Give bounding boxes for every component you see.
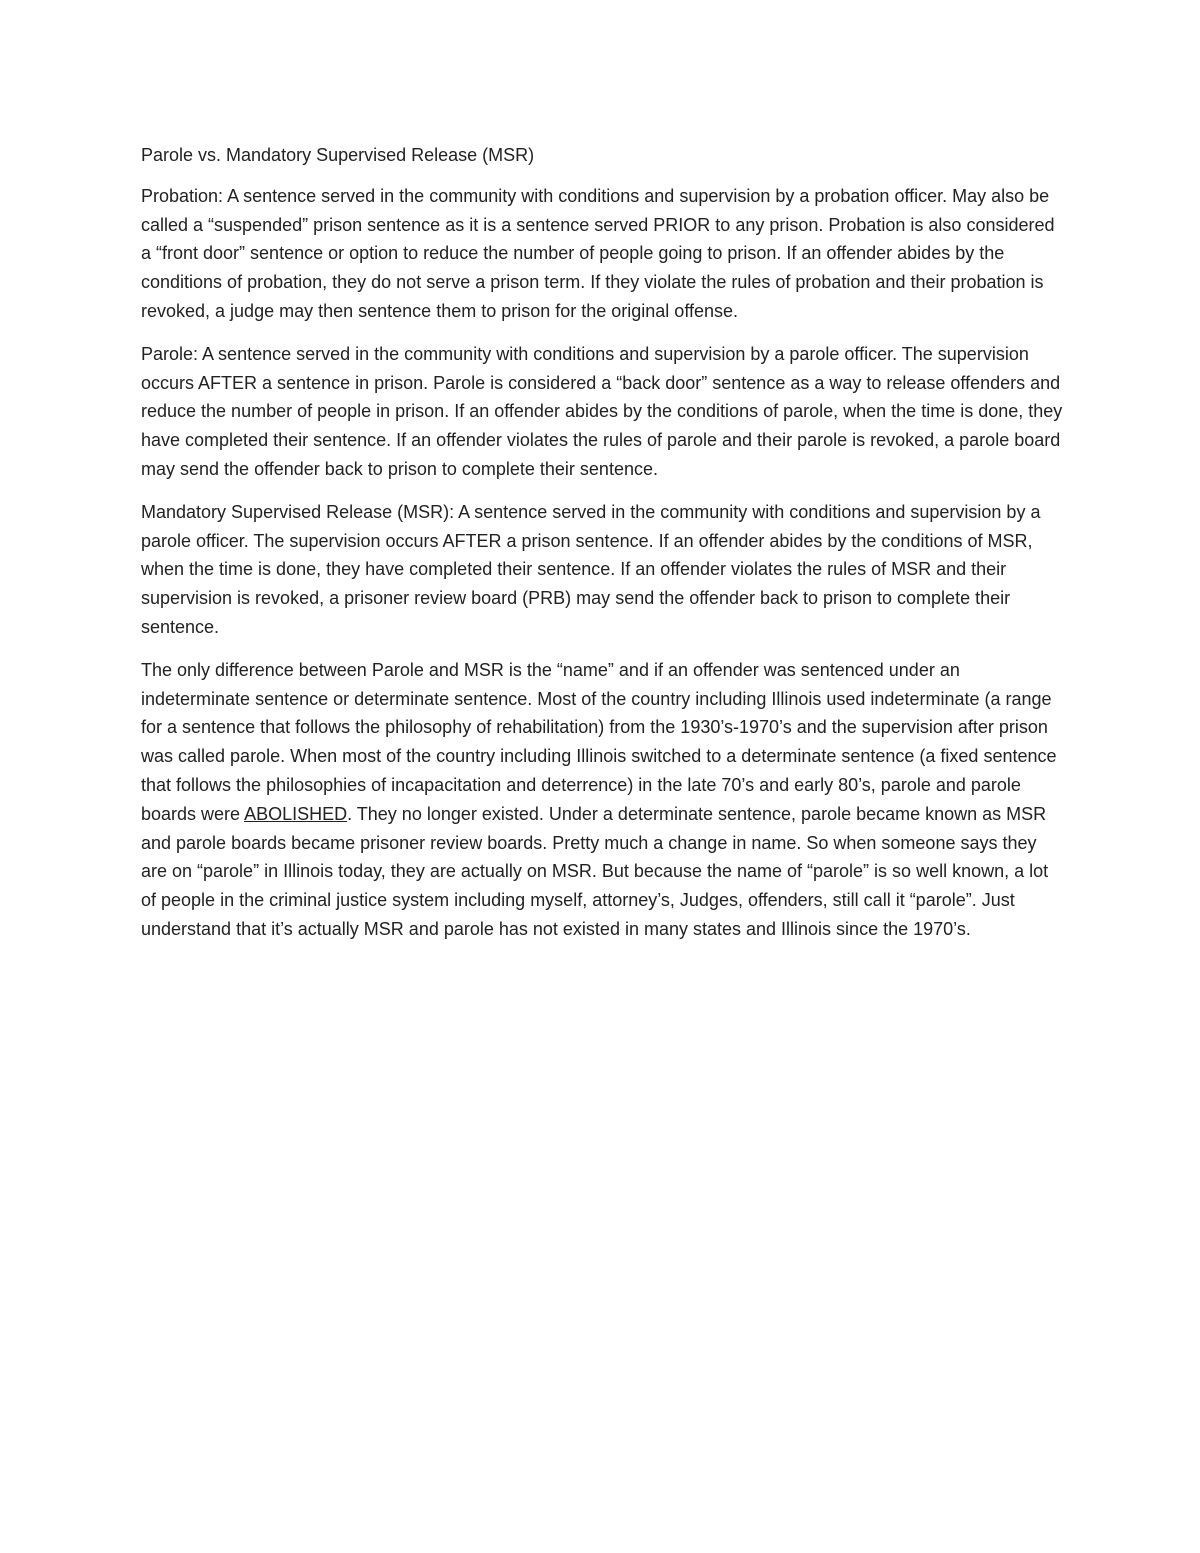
document-title: Parole vs. Mandatory Supervised Release (MSR): [141, 145, 535, 165]
paragraph-probation: Probation: A sentence served in the community with conditions and supervision by a probation officer. May also be called a “suspended” prison sentence as it is a sentence served PRIOR to any prison. Probation is also considered a “front door” sentence or option to reduce the number of people going to prison. If an offender abides by the conditions of probation, they do not serve a prison term. If they violate the rules of probation and their probation is revoked, a judge may then sentence them to prison for the original offense.: [141, 185, 1055, 321]
document-body: [141, 141, 1066, 958]
difference-text-after: . They no longer existed. Under a determinate sentence, parole became known as MSR and parole boards became prisoner review boards. Pretty much a change in name. So when someone says they are on “parole” in Illinois today, they are actually on MSR. But because the name of “parole” is so well known, a lot of people in the criminal justice system including myself, attorney’s, Judges, offenders, still call it “parole”. Just understand that it’s actually MSR and parole has not existed in many states and Illinois since the 1970’s.: [141, 803, 1049, 939]
paragraph-msr: Mandatory Supervised Release (MSR): A sentence served in the community with conditions and supervision by a parole officer. The supervision occurs AFTER a prison sentence. If an offender abides by the conditions of MSR, when the time is done, they have completed their sentence. If an offender violates the rules of MSR and their supervision is revoked, a prisoner review board (PRB) may send the offender back to prison to complete their sentence.: [141, 501, 1041, 637]
paragraph-parole: Parole: A sentence served in the community with conditions and supervision by a parole officer. The supervision occurs AFTER a sentence in prison. Parole is considered a “back door” sentence as a way to release offenders and reduce the number of people in prison. If an offender abides by the conditions of parole, when the time is done, they have completed their sentence. If an offender violates the rules of parole and their parole is revoked, a parole board may send the offender back to prison to complete their sentence.: [141, 343, 1063, 479]
abolished-underlined-word: ABOLISHED: [244, 803, 348, 824]
paragraph-difference: [141, 656, 1066, 944]
difference-text-before: The only difference between Parole and MSR is the “name” and if an offender was sentenced under an indeterminate sentence or determinate sentence. Most of the country including Illinois used indeterminate (a range for a sentence that follows the philosophy of rehabilitation) from the 1930’s-1970’s and the supervision after prison was called parole. When most of the country including Illinois switched to a determinate sentence (a fixed sentence that follows the philosophies of incapacitation and deterrence) in the late 70’s and early 80’s, parole and parole boards were: [141, 659, 1057, 824]
